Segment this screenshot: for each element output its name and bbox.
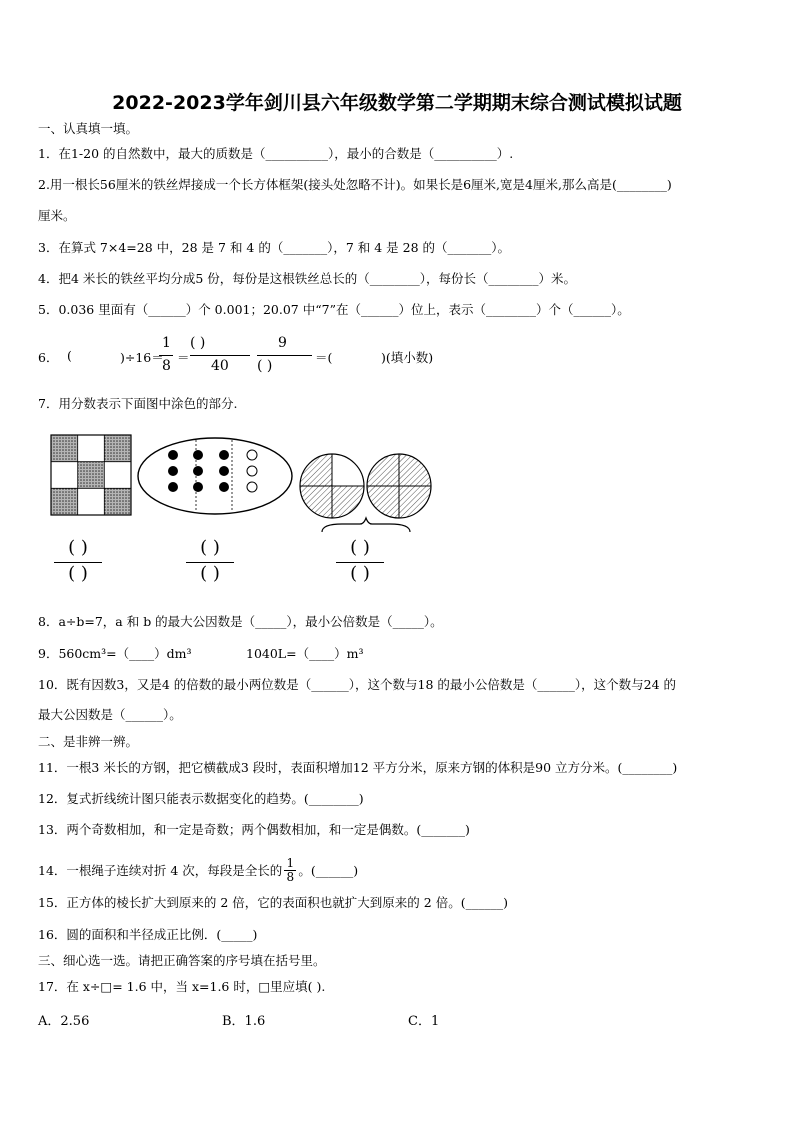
checkered-square-figure bbox=[50, 434, 132, 516]
question-17: 17．在 x÷□= 1.6 中，当 x=1.6 时，□里应填( ). bbox=[38, 979, 326, 994]
question-6-equals-1: ＝ bbox=[177, 350, 190, 365]
fraction-9-blank-bar bbox=[257, 355, 312, 356]
question-15: 15．正方体的棱长扩大到原来的 2 倍，它的表面积也就扩大到原来的 2 倍。(______) bbox=[38, 895, 508, 910]
section-heading-fill-in: 一、认真填一填。 bbox=[38, 121, 139, 136]
fraction-one-eighth-denominator: 8 bbox=[286, 870, 295, 884]
fraction-1-8-numerator: 1 bbox=[162, 335, 171, 351]
fraction-9-numerator: 9 bbox=[278, 335, 287, 351]
question-13: 13．两个奇数相加，和一定是奇数；两个偶数相加，和一定是偶数。(_______) bbox=[38, 822, 470, 837]
answer-fraction-3-numerator: ( ) bbox=[350, 537, 370, 558]
oval-dots-figure bbox=[136, 436, 294, 516]
answer-fraction-1-denominator: ( ) bbox=[68, 563, 88, 584]
choice-b[interactable]: B．1.6 bbox=[222, 1014, 266, 1029]
question-1: 1．在1-20 的自然数中，最大的质数是（__________），最小的合数是（__________）. bbox=[38, 146, 514, 161]
fraction-blank-numerator: ( ) bbox=[190, 335, 206, 351]
fraction-one-eighth-numerator: 1 bbox=[284, 857, 296, 871]
question-10-line-2: 最大公因数是（______）。 bbox=[38, 707, 182, 722]
question-7: 7．用分数表示下面图中涂色的部分. bbox=[38, 396, 238, 411]
question-6-divide-16: )÷16＝ bbox=[120, 350, 164, 365]
question-14-answer-blank: 。(______) bbox=[298, 863, 359, 878]
fraction-40-denominator: 40 bbox=[211, 358, 229, 374]
answer-fraction-1-numerator: ( ) bbox=[68, 537, 88, 558]
page-title: 2022-2023学年剑川县六年级数学第二学期期末综合测试模拟试题 bbox=[112, 92, 682, 114]
question-11: 11．一根3 米长的方钢，把它横截成3 段时，表面积增加12 平方分米，原来方钢的体积是90 立方分米。(________) bbox=[38, 760, 678, 775]
choice-c[interactable]: C．1 bbox=[408, 1014, 440, 1029]
question-2-line-1: 2.用一根长56厘米的铁丝焊接成一个长方体框架(接头处忽略不计)。如果长是6厘米,宽是4厘米,那么高是(________) bbox=[38, 177, 672, 192]
question-9-part-1: 9．560cm³=（____）dm³ bbox=[38, 646, 192, 661]
question-6-number: 6． bbox=[38, 350, 59, 365]
fraction-blank-denominator: ( ) bbox=[257, 358, 273, 374]
fraction-blank-40-bar bbox=[190, 355, 250, 356]
choice-a[interactable]: A．2.56 bbox=[38, 1014, 90, 1029]
question-4: 4．把4 米长的铁丝平均分成5 份，每份是这根铁丝总长的（________），每份长（________）米。 bbox=[38, 271, 577, 286]
question-2-line-2: 厘米。 bbox=[38, 208, 76, 223]
answer-fraction-2[interactable] bbox=[180, 537, 240, 587]
question-3: 3．在算式 7×4=28 中，28 是 7 和 4 的（_______），7 和 4 是 28 的（_______）。 bbox=[38, 240, 511, 255]
answer-fraction-1[interactable] bbox=[48, 537, 108, 587]
question-16: 16．圆的面积和半径成正比例．(_____) bbox=[38, 927, 258, 942]
question-8: 8．a÷b=7，a 和 b 的最大公因数是（_____），最小公倍数是（_____）。 bbox=[38, 614, 443, 629]
fraction-one-eighth bbox=[284, 857, 296, 884]
answer-fraction-3-denominator: ( ) bbox=[350, 563, 370, 584]
fraction-1-8-bar bbox=[159, 355, 173, 356]
question-10-line-1: 10．既有因数3，又是4 的倍数的最小两位数是（______），这个数与18 的最小公倍数是（______），这个数与24 的 bbox=[38, 677, 677, 692]
question-9-part-2: 1040L=（____）m³ bbox=[246, 646, 364, 661]
question-14 bbox=[38, 858, 358, 885]
two-circles-figure bbox=[298, 450, 436, 550]
answer-fraction-3[interactable] bbox=[330, 537, 390, 587]
section-heading-true-false: 二、是非辨一辨。 bbox=[38, 734, 139, 749]
answer-fraction-2-numerator: ( ) bbox=[200, 537, 220, 558]
question-6-open-paren: ( bbox=[67, 348, 72, 363]
question-6-equals-2: ＝( bbox=[315, 350, 333, 365]
question-5: 5．0.036 里面有（______）个 0.001；20.07 中“7”在（______）位上，表示（________）个（______）。 bbox=[38, 302, 630, 317]
question-14-text: 14．一根绳子连续对折 4 次，每段是全长的 bbox=[38, 863, 283, 878]
question-6-decimal-hint: )(填小数) bbox=[381, 350, 434, 365]
fraction-1-8-denominator: 8 bbox=[162, 358, 171, 374]
answer-fraction-2-denominator: ( ) bbox=[200, 563, 220, 584]
question-6 bbox=[38, 333, 498, 378]
question-12: 12．复式折线统计图只能表示数据变化的趋势。(________) bbox=[38, 791, 364, 806]
section-heading-multiple-choice: 三、细心选一选。请把正确答案的序号填在括号里。 bbox=[38, 953, 326, 968]
